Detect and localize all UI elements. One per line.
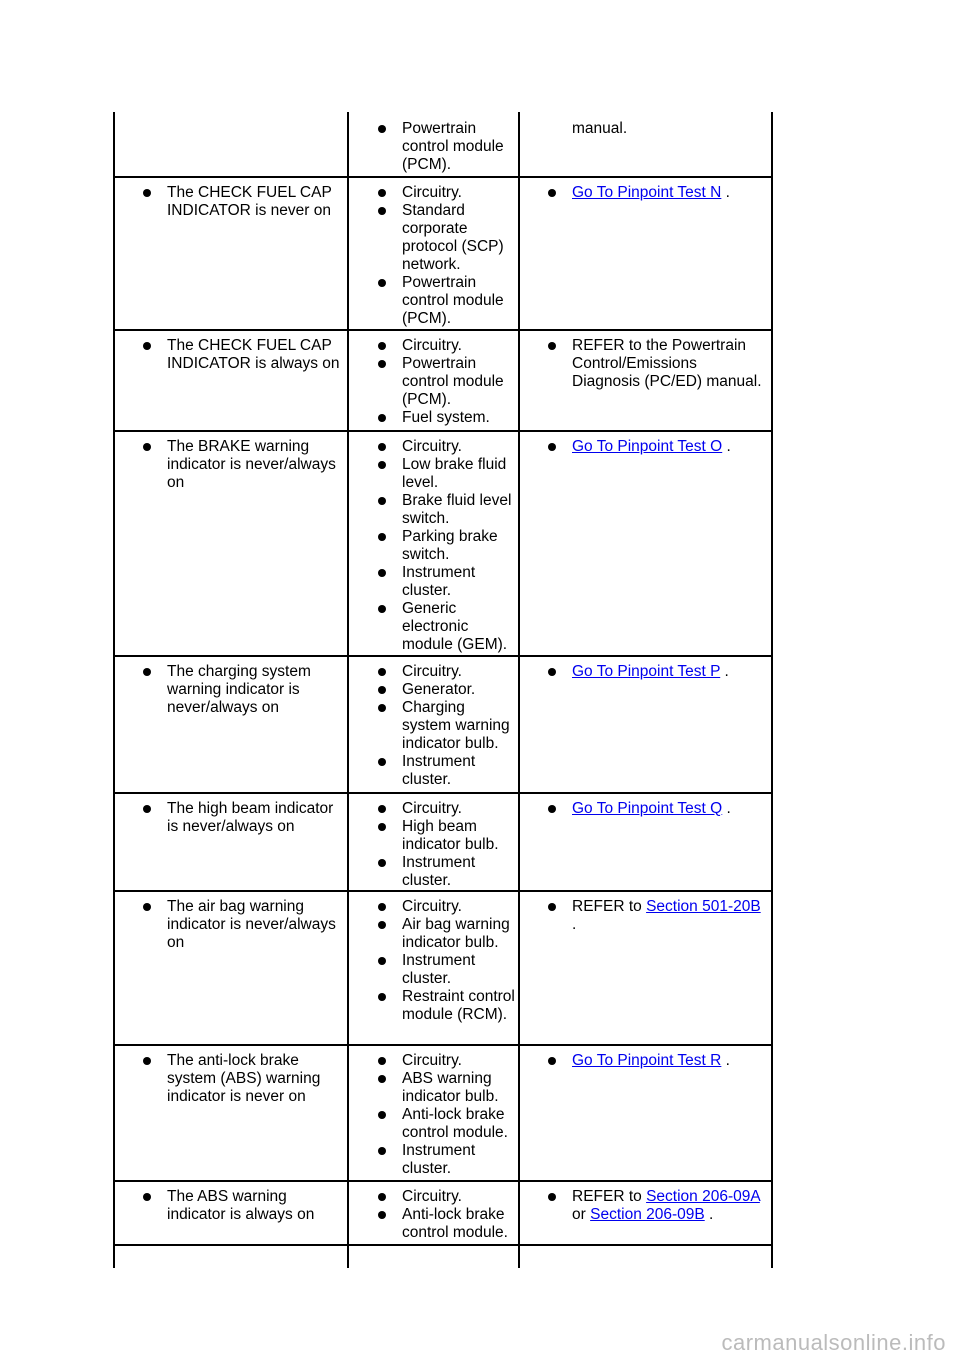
possible-source-item: Circuitry. [378,663,518,681]
action-suffix: . [726,800,731,817]
possible-source-cell [378,1188,518,1242]
watermark: carmanualsonline.info [721,1330,946,1355]
pinpoint-test-link[interactable]: Go To Pinpoint Test R [572,1052,722,1069]
row-divider [113,329,772,331]
section-link[interactable]: Section 206-09A [646,1188,760,1205]
possible-source-item: Circuitry. [378,337,518,355]
action-cell [548,663,768,681]
possible-source-item: Restraint control module (RCM). [378,988,518,1024]
possible-source-cell [378,184,518,328]
possible-source-item: Powertrain control module (PCM). [378,120,518,174]
condition-cell [143,337,348,373]
condition-item: The CHECK FUEL CAP INDICATOR is never on [143,184,348,220]
action-item [548,1052,768,1070]
condition-item: The air bag warning indicator is never/always on [143,898,348,952]
possible-source-item: Air bag warning indicator bulb. [378,916,518,952]
row-divider [113,430,772,432]
pinpoint-test-link[interactable]: Go To Pinpoint Test O [572,438,723,455]
action-suffix: . [724,663,729,680]
possible-source-item: Standard corporate protocol (SCP) network. [378,202,518,274]
possible-source-cell [378,898,518,1024]
condition-cell [143,800,348,836]
condition-cell [143,438,348,492]
condition-cell [143,898,348,952]
action-item [548,184,768,202]
row-divider [113,1244,772,1246]
action-suffix: . [725,1052,730,1069]
action-prefix: REFER to [572,1188,642,1205]
possible-source-cell [378,663,518,789]
action-item [548,1188,768,1224]
possible-source-item: Circuitry. [378,438,518,456]
possible-source-item: Generic electronic module (GEM). [378,600,518,654]
action-suffix: . [572,916,577,933]
possible-source-cell [378,120,518,174]
action-suffix: . [709,1206,714,1223]
pinpoint-test-link[interactable]: Go To Pinpoint Test Q [572,800,723,817]
condition-item: The ABS warning indicator is always on [143,1188,348,1224]
possible-source-item: Powertrain control module (PCM). [378,274,518,328]
possible-source-item: Instrument cluster. [378,1142,518,1178]
possible-source-item: Circuitry. [378,800,518,818]
possible-source-item: Low brake fluid level. [378,456,518,492]
possible-source-item: Anti-lock brake control module. [378,1206,518,1242]
possible-source-item: Instrument cluster. [378,753,518,789]
action-text: REFER to the Powertrain Control/Emissions Diagnosis (PC/ED) manual. [572,337,762,390]
possible-source-cell [378,337,518,427]
action-cell [548,337,768,391]
action-conjunction: or [572,1206,586,1223]
action-cell [548,1188,768,1224]
table-border-right [771,112,773,1268]
action-cell [548,438,768,456]
possible-source-item: Powertrain control module (PCM). [378,355,518,409]
action-suffix: . [725,184,730,201]
condition-item: The CHECK FUEL CAP INDICATOR is always on [143,337,348,373]
condition-cell [143,184,348,220]
row-divider [113,890,772,892]
action-cell [548,800,768,818]
section-link[interactable]: Section 501-20B [646,898,761,915]
action-cell [548,120,768,138]
table-border-left [113,112,115,1268]
action-prefix: REFER to [572,898,642,915]
possible-source-item: Instrument cluster. [378,952,518,988]
row-divider [113,792,772,794]
action-cell [548,184,768,202]
possible-source-item: Circuitry. [378,184,518,202]
possible-source-item: Anti-lock brake control module. [378,1106,518,1142]
condition-cell [143,1052,348,1106]
condition-item: The charging system warning indicator is never/always on [143,663,348,717]
possible-source-item: ABS warning indicator bulb. [378,1070,518,1106]
possible-source-item: Circuitry. [378,898,518,916]
action-suffix: . [726,438,731,455]
action-item [548,438,768,456]
action-item [548,800,768,818]
possible-source-item: Charging system warning indicator bulb. [378,699,518,753]
action-item [548,120,768,138]
possible-source-item: Parking brake switch. [378,528,518,564]
action-cell [548,1052,768,1070]
section-link[interactable]: Section 206-09B [590,1206,705,1223]
action-item [548,337,768,391]
action-text: manual. [572,120,628,137]
possible-source-item: Circuitry. [378,1052,518,1070]
action-cell [548,898,768,934]
possible-source-item: Instrument cluster. [378,854,518,890]
condition-cell [143,663,348,717]
possible-source-item: Brake fluid level switch. [378,492,518,528]
possible-source-cell [378,800,518,890]
possible-source-item: Fuel system. [378,409,518,427]
action-item [548,898,768,934]
possible-source-item: Instrument cluster. [378,564,518,600]
possible-source-cell [378,1052,518,1178]
row-divider [113,176,772,178]
condition-item: The BRAKE warning indicator is never/always on [143,438,348,492]
column-divider-2 [518,112,520,1268]
condition-item: The high beam indicator is never/always on [143,800,348,836]
possible-source-item: Generator. [378,681,518,699]
possible-source-cell [378,438,518,654]
possible-source-item: High beam indicator bulb. [378,818,518,854]
possible-source-item: Circuitry. [378,1188,518,1206]
action-item [548,663,768,681]
pinpoint-test-link[interactable]: Go To Pinpoint Test P [572,663,721,680]
row-divider [113,1180,772,1182]
row-divider [113,655,772,657]
pinpoint-test-link[interactable]: Go To Pinpoint Test N [572,184,722,201]
row-divider [113,1044,772,1046]
condition-item: The anti-lock brake system (ABS) warning indicator is never on [143,1052,348,1106]
condition-cell [143,1188,348,1224]
